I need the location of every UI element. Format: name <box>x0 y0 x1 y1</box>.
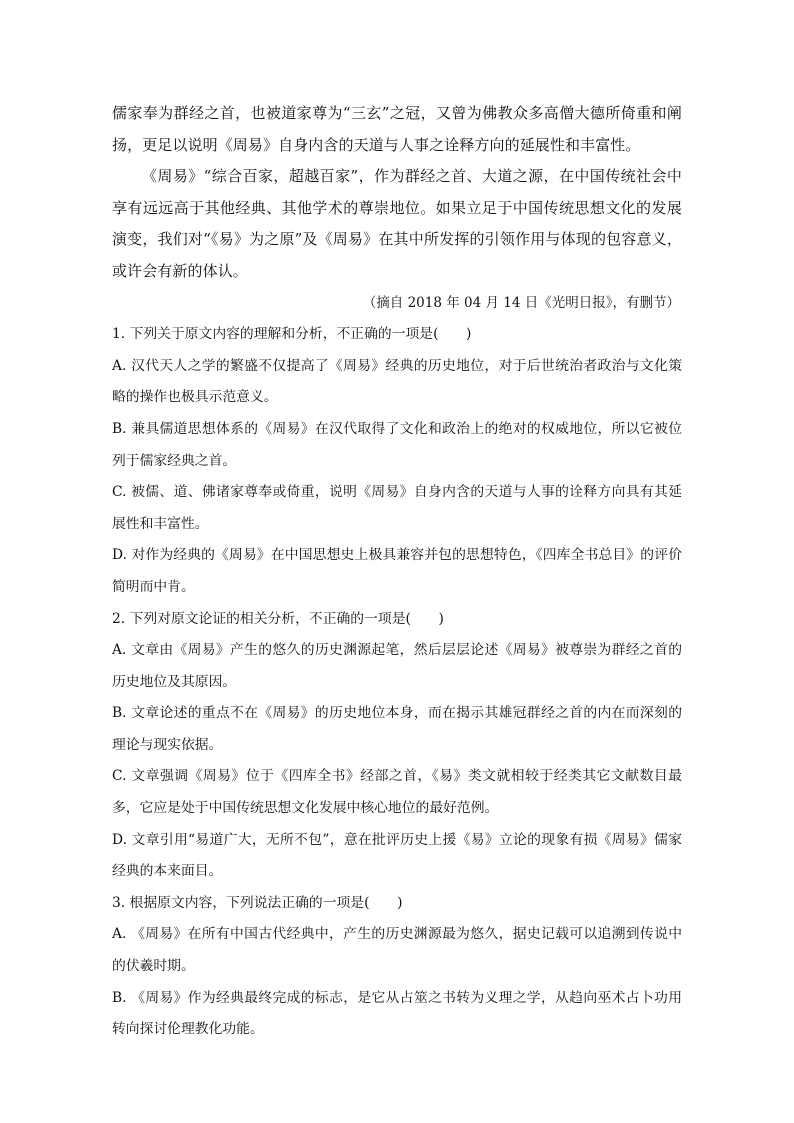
option-b: B. 兼具儒道思想体系的《周易》在汉代取得了文化和政治上的绝对的权威地位，所以它被位列于儒家经典之首。 <box>112 420 682 469</box>
question-stem: 3. 根据原文内容，下列说法正确的一项是( ) <box>112 894 403 911</box>
option-d: D. 对作为经典的《周易》在中国思想史上极具兼容并包的思想特色，《四库全书总目》的评价简明而中肯。 <box>112 547 682 595</box>
question-3 <box>112 888 682 1046</box>
document-content <box>112 98 682 1046</box>
option-d: D. 文章引用“易道广大，无所不包”，意在批评历史上援《易》立论的现象有损《周易》儒家经典的本来面目。 <box>112 831 682 880</box>
option-c: C. 文章强调《周易》位于《四库全书》经部之首，《易》类文就相较于经类其它文献数目最多，它应是处于中国传统思想文化发展中核心地位的最好范例。 <box>112 768 682 817</box>
passage-paragraph-2: 《周易》“综合百家，超越百家”，作为群经之首、大道之源，在中国传统社会中享有远远高于其他经典、其他学术的尊崇地位。如果立足于中国传统思想文化的发展演变，我们对“《易》为之原”及《周易》在其中所发挥的引领作用与体现的包容意义，或许会有新的体认。 <box>112 167 682 280</box>
question-stem: 1. 下列关于原文内容的理解和分析，不正确的一项是( ) <box>112 326 472 343</box>
question-1 <box>112 319 682 603</box>
option-a: A. 《周易》在所有中国古代经典中，产生的历史渊源最为悠久，据史记载可以追溯到传说中的伏羲时期。 <box>112 926 682 975</box>
question-stem: 2. 下列对原文论证的相关分析，不正确的一项是( ) <box>112 610 444 627</box>
option-b: B. 文章论述的重点不在《周易》的历史地位本身，而在揭示其雄冠群经之首的内在而深刻的理论与现实依据。 <box>112 705 682 753</box>
option-b: B. 《周易》作为经典最终完成的标志，是它从占筮之书转为义理之学，从趋向巫术占卜功用转向探讨伦理教化功能。 <box>112 989 682 1038</box>
option-c: C. 被儒、道、佛诸家尊奉或倚重，说明《周易》自身内含的天道与人事的诠释方向具有其延展性和丰富性。 <box>112 484 682 532</box>
option-a: A. 汉代天人之学的繁盛不仅提高了《周易》经典的历史地位，对于后世统治者政治与文化策略的操作也极具示范意义。 <box>112 357 682 406</box>
option-a: A. 文章由《周易》产生的悠久的历史渊源起笔，然后层层论述《周易》被尊崇为群经之首的历史地位及其原因。 <box>112 642 682 690</box>
passage-paragraph-1: 儒家奉为群经之首，也被道家尊为“三玄”之冠，又曾为佛教众多高僧大德所倚重和阐扬，更足以说明《周易》自身内含的天道与人事之诠释方向的延展性和丰富性。 <box>112 104 682 154</box>
passage-source: （摘自 2018 年 04 月 14 日《光明日报》，有删节） <box>362 294 680 311</box>
question-2 <box>112 604 682 888</box>
